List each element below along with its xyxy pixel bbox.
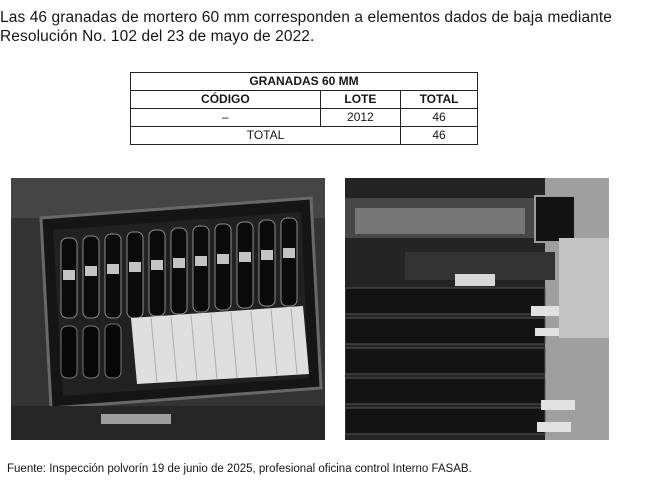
total-value: 46	[401, 127, 478, 145]
total-label: TOTAL	[131, 127, 401, 145]
table-title: GRANADAS 60 MM	[131, 73, 478, 91]
intro-paragraph	[0, 8, 650, 46]
paragraph-line-1: Las 46 granadas de mortero 60 mm corresponden a elementos dados de baja mediante	[0, 9, 613, 26]
cell-lote: 2012	[320, 109, 400, 127]
grenades-table	[130, 72, 478, 145]
header-total: TOTAL	[401, 91, 478, 109]
cell-codigo: –	[131, 109, 321, 127]
grenades-in-crate-icon	[11, 178, 325, 440]
grenades-crate-photo	[11, 178, 325, 440]
header-codigo: CÓDIGO	[131, 91, 321, 109]
table-row	[131, 109, 478, 127]
header-lote: LOTE	[320, 91, 400, 109]
storage-photo	[345, 178, 609, 440]
cell-total: 46	[401, 109, 478, 127]
paragraph-line-2: Resolución No. 102 del 23 de mayo de 2022.	[0, 28, 315, 45]
storage-shelves-icon	[345, 178, 609, 440]
table-total-row	[131, 127, 478, 145]
photo-caption: Fuente: Inspección polvorín 19 de junio de 2025, profesional oficina control Interno FASAB.	[7, 463, 472, 475]
